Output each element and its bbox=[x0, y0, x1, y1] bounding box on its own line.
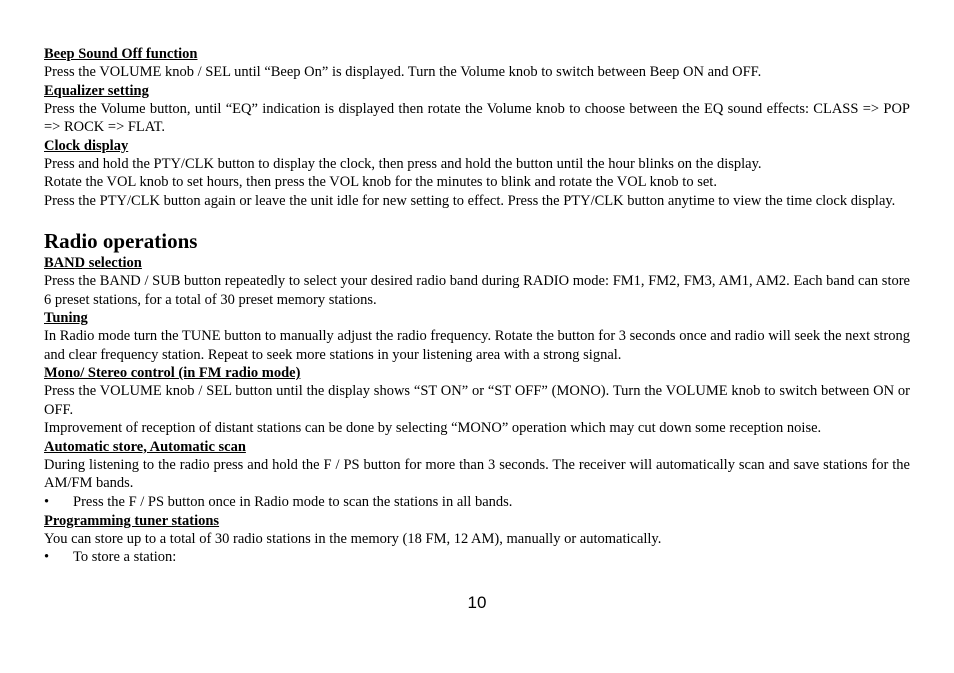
clock-text-3: Press the PTY/CLK button again or leave the unit idle for new setting to effect. Press the PTY/CLK button anytime to view the time clock display. bbox=[44, 192, 896, 209]
programming-bullet-text: To store a station: bbox=[73, 549, 177, 565]
band-text: Press the BAND / SUB button repeatedly to select your desired radio band during RADIO mode: FM1, FM2, FM3, AM1, AM2. Each band can store 6 preset stations, for a total of 30 preset memory stations. bbox=[44, 273, 910, 308]
mono-heading: Mono/ Stereo control (in FM radio mode) bbox=[44, 365, 301, 381]
radio-section-title: Radio operations bbox=[44, 229, 198, 253]
tuning-heading: Tuning bbox=[44, 310, 88, 326]
beep-text: Press the VOLUME knob / SEL until “Beep On” is displayed. Turn the Volume knob to switch between Beep ON and OFF. bbox=[44, 64, 762, 80]
band-heading: BAND selection bbox=[44, 255, 142, 271]
eq-text: Press the Volume button, until “EQ” indication is displayed then rotate the Volume knob to choose between the EQ sound effects: CLASS => POP => ROCK => FLAT. bbox=[44, 100, 910, 135]
page-number: 10 bbox=[467, 593, 487, 612]
programming-text: You can store up to a total of 30 radio stations in the memory (18 FM, 12 AM), manually or automatically. bbox=[44, 530, 662, 547]
clock-text-2: Rotate the VOL knob to set hours, then press the VOL knob for the minutes to blink and rotate the VOL knob to set. bbox=[44, 174, 717, 190]
manual-page bbox=[44, 45, 910, 567]
mono-text-1: Press the VOLUME knob / SEL button until the display shows “ST ON” or “ST OFF” (MONO). Turn the VOLUME knob to switch between ON or OFF. bbox=[44, 383, 910, 418]
tuning-text: In Radio mode turn the TUNE button to manually adjust the radio frequency. Rotate the button for 3 seconds once and radio will seek the next strong and clear frequency station. Repeat to seek more stations in your listening area with a strong signal. bbox=[44, 328, 910, 363]
autostore-bullet bbox=[44, 493, 910, 512]
autostore-heading: Automatic store, Automatic scan bbox=[44, 438, 246, 455]
autostore-text: During listening to the radio press and hold the F / PS button for more than 3 seconds. The receiver will automatically scan and save stations for the AM/FM bands. bbox=[44, 456, 910, 491]
clock-text-1: Press and hold the PTY/CLK button to display the clock, then press and hold the button until the hour blinks on the display. bbox=[44, 155, 762, 172]
bullet-dot: • bbox=[44, 549, 50, 565]
beep-heading: Beep Sound Off function bbox=[44, 46, 198, 62]
programming-heading: Programming tuner stations bbox=[44, 512, 220, 529]
mono-text-2: Improvement of reception of distant stations can be done by selecting “MONO” operation which may cut down some reception noise. bbox=[44, 420, 822, 436]
programming-bullet bbox=[44, 548, 910, 567]
autostore-bullet-text: Press the F / PS button once in Radio mode to scan the stations in all bands. bbox=[73, 493, 513, 510]
clock-heading: Clock display bbox=[44, 137, 129, 154]
bullet-dot: • bbox=[44, 493, 50, 510]
eq-heading: Equalizer setting bbox=[44, 82, 149, 99]
